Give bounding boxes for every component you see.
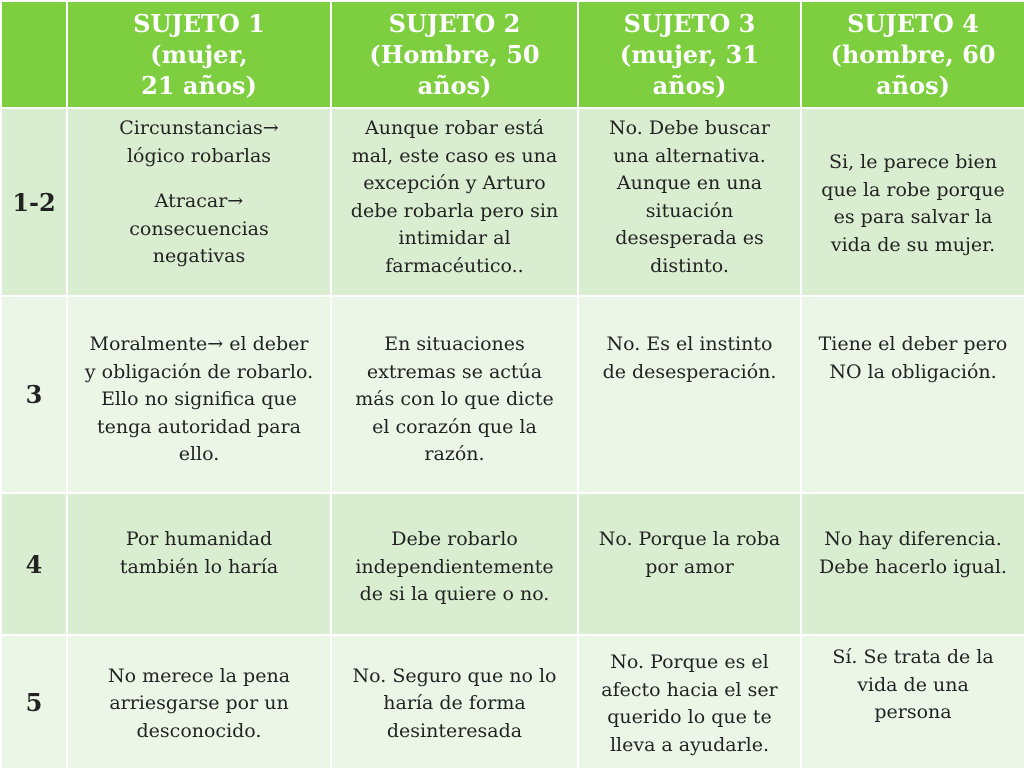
table-cell: No. Porque es el afecto hacia el ser querido lo que te lleva a ayudarle. (578, 635, 801, 769)
table-cell: No. Debe buscar una alternativa. Aunque en una situación desesperada es distinto. (578, 108, 801, 296)
row-label: 5 (1, 635, 67, 769)
table-cell: Debe robarlo independientemente de si la quiere o no. (331, 493, 578, 635)
table-cell (67, 108, 331, 296)
table-cell: Por humanidad también lo haría (67, 493, 331, 635)
table-cell: No merece la pena arriesgarse por un desconocido. (67, 635, 331, 769)
table-cell: No. Es el instinto de desesperación. (578, 296, 801, 493)
header-row (1, 1, 1024, 108)
table-row (1, 635, 1024, 769)
table-row (1, 108, 1024, 296)
header-subject-3: SUJETO 3 (mujer, 31 años) (578, 1, 801, 108)
table-cell: En situaciones extremas se actúa más con lo que dicte el corazón que la razón. (331, 296, 578, 493)
row-label: 4 (1, 493, 67, 635)
table-row (1, 296, 1024, 493)
table-cell: Tiene el deber pero NO la obligación. (801, 296, 1024, 493)
cell-text-extra: Atracar→ consecuencias negativas (129, 190, 269, 267)
table-cell: No. Seguro que no lo haría de forma desinteresada (331, 635, 578, 769)
table-cell: Si, le parece bien que la robe porque es para salvar la vida de su mujer. (801, 108, 1024, 296)
table-cell: Moralmente→ el deber y obligación de robarlo. Ello no significa que tenga autoridad para ello. (67, 296, 331, 493)
header-subject-4: SUJETO 4 (hombre, 60 años) (801, 1, 1024, 108)
table-cell: Aunque robar está mal, este caso es una excepción y Arturo debe robarla pero sin intimidar al farmacéutico.. (331, 108, 578, 296)
row-label: 3 (1, 296, 67, 493)
table-cell: No hay diferencia. Debe hacerlo igual. (801, 493, 1024, 635)
header-subject-1: SUJETO 1 (mujer, 21 años) (67, 1, 331, 108)
header-corner (1, 1, 67, 108)
table-row (1, 493, 1024, 635)
header-subject-2: SUJETO 2 (Hombre, 50 años) (331, 1, 578, 108)
table-cell: Sí. Se trata de la vida de una persona (801, 635, 1024, 769)
table-cell: No. Porque la roba por amor (578, 493, 801, 635)
row-label: 1-2 (1, 108, 67, 296)
cell-text: Circunstancias→ lógico robarlas (119, 117, 279, 167)
